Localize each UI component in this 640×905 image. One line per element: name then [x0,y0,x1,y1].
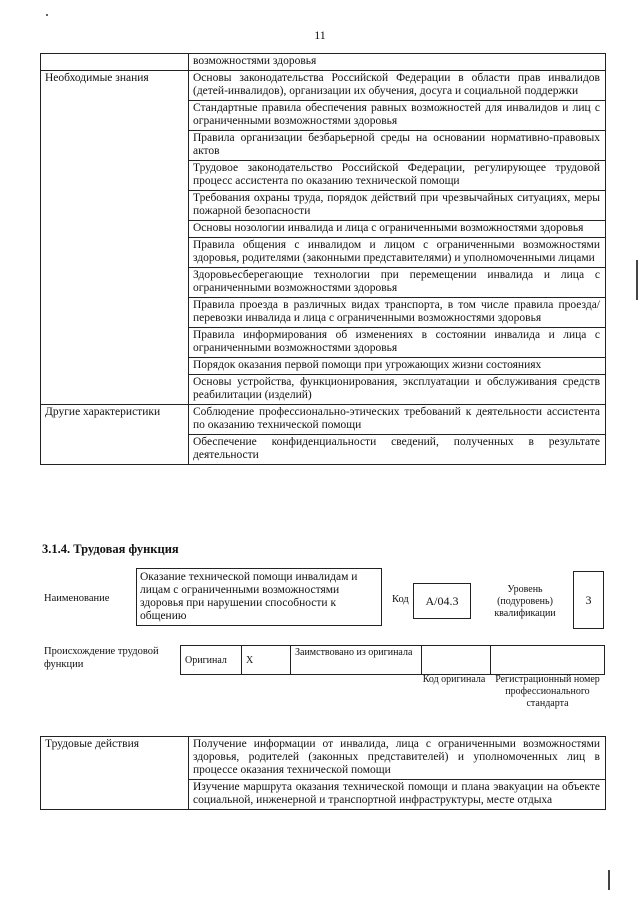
knowledge-item: Правила информирования об изменениях в состоянии инвалида и лица с ограниченными возможностями здоровья [189,328,606,358]
scan-edge-mark [608,870,610,890]
empty-label-cell [41,54,189,71]
knowledge-item: Основы нозологии инвалида и лица с ограниченными возможностями здоровья [189,221,606,238]
other-item: Соблюдение профессионально-этических требований к деятельности ассистента по оказанию технической помощи [189,405,606,435]
function-name-box: Оказание технической помощи инвалидам и лицам с ограниченными возможностями здоровья при нарушении способности к общению [136,568,382,626]
original-mark: X [242,646,291,675]
actions-table [40,736,606,810]
scan-speck [46,14,48,16]
action-item: Получение информации от инвалида, лица с ограниченными возможностями здоровья, родителей (законных представителей) и уполномоченных лиц в процессе оказания технической помощи [189,737,606,780]
knowledge-item: Требования охраны труда, порядок действий при чрезвычайных ситуациях, меры пожарной безопасности [189,191,606,221]
knowledge-item: Трудовое законодательство Российской Федерации, регулирующее трудовой процесс ассистента по оказанию технической помощи [189,161,606,191]
actions-label: Трудовые действия [41,737,189,780]
code-label: Код [392,594,409,605]
knowledge-item: Порядок оказания первой помощи при угрожающих жизни состояниях [189,358,606,375]
code-value-box: А/04.3 [413,583,471,619]
reg-caption: Регистрационный номер профессионального стандарта [495,674,600,709]
scan-edge-mark [636,260,638,300]
name-label: Наименование [44,593,110,604]
knowledge-item: Правила общения с инвалидом и лицом с ограниченными возможностями здоровья, родителями (законными представителями) и уполномоченными лицами [189,238,606,268]
knowledge-item: Правила организации безбарьерной среды на основании нормативно-правовых актов [189,131,606,161]
original-label: Оригинал [181,646,242,675]
knowledge-item: Основы устройства, функционирования, эксплуатации и обслуживания средств реабилитации (изделий) [189,375,606,405]
group-label-other: Другие характеристики [41,405,189,435]
page-number: 11 [314,28,326,42]
level-label: Уровень (подуровень) квалификации [494,584,556,619]
continuation-cell: возможностями здоровья [189,54,606,71]
knowledge-item: Основы законодательства Российской Федерации в области прав инвалидов (детей-инвалидов), организации их обучения, досуга и социальной поддержки [189,71,606,101]
knowledge-item: Правила проезда в различных видах транспорта, в том числе правила проезда/перевозки инвалида и лица с ограниченными возможностями здоровья [189,298,606,328]
action-item: Изучение маршрута оказания технической помощи и плана эвакуации на объекте социальной, инженерной и транспортной инфраструктуры, месте отдыха [189,780,606,810]
reg-number-cell [491,646,605,675]
origin-label: Происхождение трудовой функции [44,646,159,670]
code-caption: Код оригинала [422,674,486,685]
borrowed-label: Заимствовано из оригинала [291,646,422,675]
group-label-knowledge: Необходимые знания [41,71,189,101]
section-heading: 3.1.4. Трудовая функция [42,542,179,556]
level-value-box: 3 [573,571,604,629]
origin-table [180,645,605,675]
knowledge-item: Стандартные правила обеспечения равных возможностей для инвалидов и лиц с ограниченными возможностями здоровья [189,101,606,131]
original-code-cell [422,646,491,675]
knowledge-table [40,53,606,465]
knowledge-item: Здоровьесберегающие технологии при перемещении инвалида и лица с ограниченными возможностями здоровья [189,268,606,298]
other-item: Обеспечение конфиденциальности сведений, полученных в результате деятельности [189,435,606,465]
